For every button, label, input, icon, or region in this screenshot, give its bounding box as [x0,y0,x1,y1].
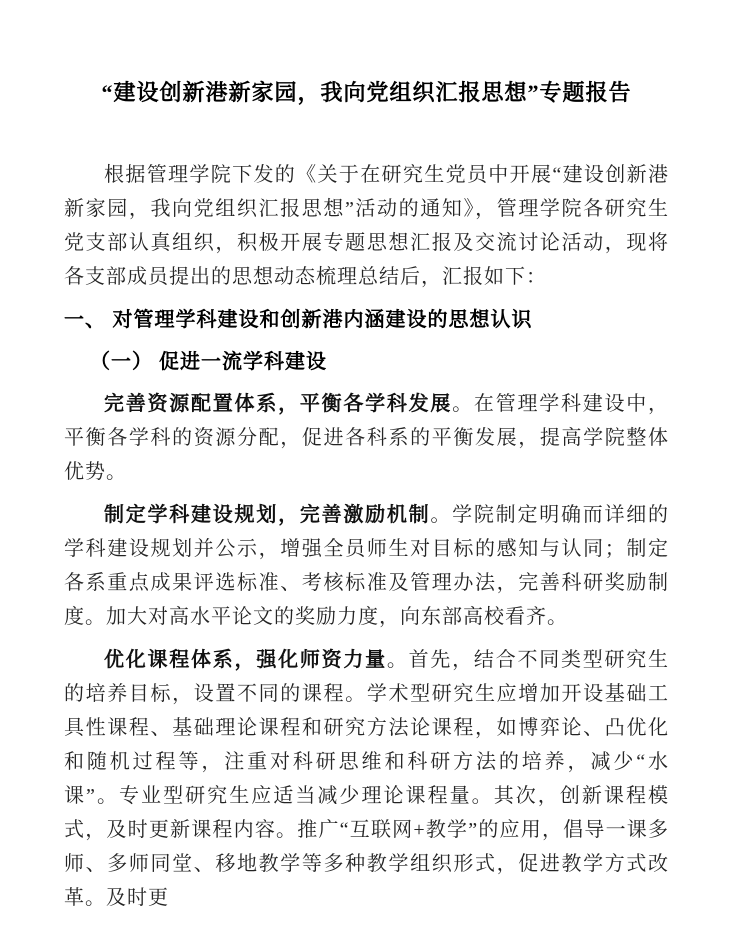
paragraph-curriculum-faculty [64,643,669,915]
section-heading-1: 一、 对管理学科建设和创新港内涵建设的思想认识 [64,309,533,331]
paragraph-resource-allocation [64,387,669,489]
intro-paragraph: 根据管理学院下发的《关于在研究生党员中开展“建设创新港新家园，我向党组织汇报思想”活动的通知》，管理学院各研究生党支部认真组织，积极开展专题思想汇报及交流讨论活动，现将各支部成员提出的思想动态梳理总结后，汇报如下： [64,164,669,288]
paragraph-lead-curriculum-faculty: 优化课程体系，强化师资力量 [104,649,387,671]
subsection-heading-1-1: （一） 促进一流学科建设 [90,351,327,373]
paragraph-body-resource-allocation: 。在管理学科建设中，平衡各学科的资源分配，促进各科系的平衡发展，提高学院整体优势。 [64,393,670,483]
paragraph-body-discipline-planning: 。学院制定明确而详细的学科建设规划并公示，增强全员师生对目标的感知与认同；制定各系重点成果评选标准、考核标准及管理办法，完善科研奖励制度。加大对高水平论文的奖励力度，向东部高校看齐。 [64,504,670,628]
document-title: “建设创新港新家园，我向党组织汇报思想”专题报告 [101,80,632,105]
paragraph-lead-discipline-planning: 制定学科建设规划，完善激励机制 [104,504,431,526]
paragraph-body-curriculum-faculty: 。首先，结合不同类型研究生的培养目标，设置不同的课程。学术型研究生应增加开设基础工具性课程、基础理论课程和研究方法论课程，如博弈论、凸优化和随机过程等，注重对科研思维和科研方法的培养，减少“水课”。专业型研究生应适当减少理论课程量。其次，创新课程模式，及时更新课程内容。推广“互联网+教学”的应用，倡导一课多师、多师同堂、移地教学等多种教学组织形式，促进教学方式改革。及时更 [64,649,670,909]
paragraph-lead-resource-allocation: 完善资源配置体系，平衡各学科发展 [104,393,453,415]
paragraph-discipline-planning [64,498,669,634]
